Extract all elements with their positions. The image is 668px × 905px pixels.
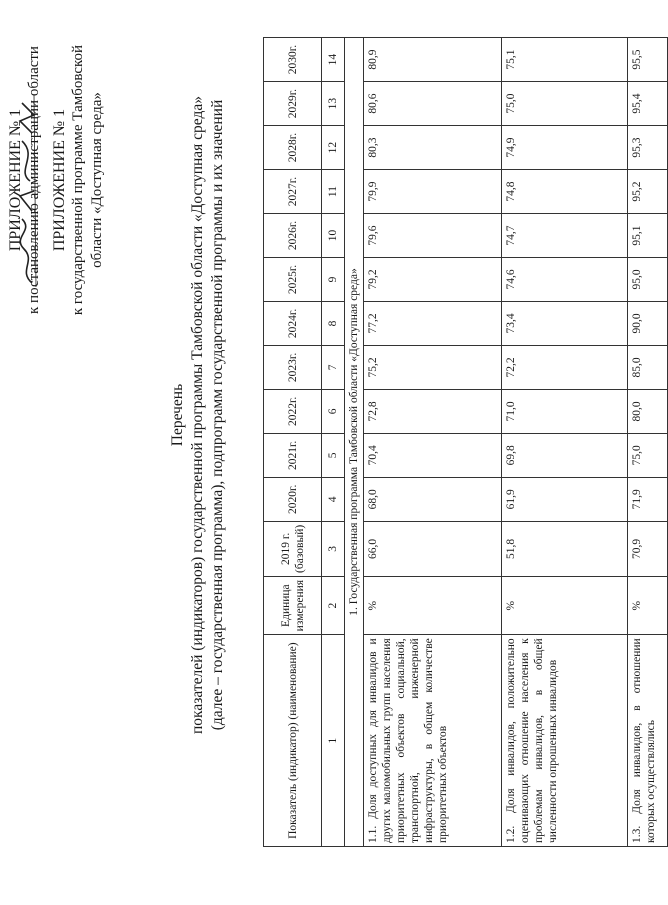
indicator-unit: %: [364, 576, 502, 634]
column-number: 6: [322, 389, 345, 433]
handwritten-signature: [14, 91, 40, 291]
appendix-program-line: к государственной программе Тамбовской: [70, 44, 86, 316]
header-year: 2027г.: [264, 170, 322, 214]
value-cell: 75,0: [502, 82, 628, 126]
value-cell: 75,1: [502, 38, 628, 82]
header-unit: Единица измерения: [264, 576, 322, 634]
value-cell: 74,8: [502, 170, 628, 214]
title-line-2: показателей (индикаторов) государственной программы Тамбовской области «Доступная среда»: [189, 96, 206, 734]
value-cell: 79,6: [364, 214, 502, 258]
value-cell: 95,0: [628, 257, 668, 301]
value-cell: 79,2: [364, 257, 502, 301]
indicators-table: [263, 37, 668, 847]
value-cell: 75,0: [628, 433, 668, 477]
indicator-name: 1.3. Доля инвалидов, в отношении которых осуществлялись: [628, 635, 668, 847]
value-cell: 72,2: [502, 345, 628, 389]
value-cell: 74,7: [502, 214, 628, 258]
appendix-decree-line: к постановлению администрации области: [26, 46, 42, 314]
header-year: 2021г.: [264, 433, 322, 477]
value-cell: 71,0: [502, 389, 628, 433]
table-row: [628, 38, 668, 847]
header-year: 2026г.: [264, 214, 322, 258]
value-cell: 80,0: [628, 389, 668, 433]
value-cell: 95,4: [628, 82, 668, 126]
value-cell: 51,8: [502, 521, 628, 576]
header-year: 2028г.: [264, 126, 322, 170]
value-cell: 70,4: [364, 433, 502, 477]
column-number: 1: [322, 635, 345, 847]
table-header-row: [264, 38, 322, 847]
column-number: 3: [322, 521, 345, 576]
column-numbers-row: [322, 38, 345, 847]
indicator-unit: %: [628, 576, 668, 634]
column-number: 13: [322, 82, 345, 126]
column-number: 12: [322, 126, 345, 170]
header-year: 2022г.: [264, 389, 322, 433]
column-number: 5: [322, 433, 345, 477]
header-year: 2024г.: [264, 301, 322, 345]
value-cell: 68,0: [364, 477, 502, 521]
value-cell: 95,5: [628, 38, 668, 82]
table-row: [364, 38, 502, 847]
header-year: 2025г.: [264, 257, 322, 301]
column-number: 8: [322, 301, 345, 345]
value-cell: 95,1: [628, 214, 668, 258]
column-number: 14: [322, 38, 345, 82]
value-cell: 75,2: [364, 345, 502, 389]
table-row: [502, 38, 628, 847]
header-base: 2019 г. (базовый): [264, 521, 322, 576]
title-line-3: (далее – государственная программа), подпрограмм государственной программы и их значений: [209, 99, 226, 731]
header-year: 2023г.: [264, 345, 322, 389]
column-number: 2: [322, 576, 345, 634]
title-heading: Перечень: [169, 383, 186, 447]
column-number: 11: [322, 170, 345, 214]
value-cell: 74,9: [502, 126, 628, 170]
value-cell: 73,4: [502, 301, 628, 345]
section-row: [345, 38, 364, 847]
value-cell: 90,0: [628, 301, 668, 345]
value-cell: 69,8: [502, 433, 628, 477]
value-cell: 70,9: [628, 521, 668, 576]
value-cell: 61,9: [502, 477, 628, 521]
value-cell: 95,2: [628, 170, 668, 214]
value-cell: 85,0: [628, 345, 668, 389]
value-cell: 66,0: [364, 521, 502, 576]
column-number: 7: [322, 345, 345, 389]
section-title: 1. Государственная программа Тамбовской области «Доступная среда»: [345, 38, 364, 847]
header-year: 2029г.: [264, 82, 322, 126]
header-year: 2020г.: [264, 477, 322, 521]
appendix-program-name: области «Доступная среда»: [89, 92, 105, 268]
column-number: 4: [322, 477, 345, 521]
value-cell: 95,3: [628, 126, 668, 170]
header-year: 2030г.: [264, 38, 322, 82]
value-cell: 79,9: [364, 170, 502, 214]
indicator-unit: %: [502, 576, 628, 634]
value-cell: 72,8: [364, 389, 502, 433]
header-name: Показатель (индикатор) (наименование): [264, 635, 322, 847]
value-cell: 77,2: [364, 301, 502, 345]
document-title: [168, 55, 228, 775]
value-cell: 71,9: [628, 477, 668, 521]
appendix-title-2: ПРИЛОЖЕНИЕ № 1: [51, 108, 68, 252]
value-cell: 80,6: [364, 82, 502, 126]
column-number: 9: [322, 257, 345, 301]
appendix-title: ПРИЛОЖЕНИЕ № 1: [7, 108, 24, 252]
value-cell: 80,3: [364, 126, 502, 170]
indicator-name: 1.2. Доля инвалидов, положительно оценивающих отношение населения к проблемам инвалидов, в общей численности опрошенных инвалидов: [502, 635, 628, 847]
value-cell: 80,9: [364, 38, 502, 82]
value-cell: 74,6: [502, 257, 628, 301]
indicator-name: 1.1. Доля доступных для инвалидов и других маломобильных групп населения приоритетных объектов социальной, транспортной, инженерной инфраструктуры, в общем количестве приоритетных объектов: [364, 635, 502, 847]
column-number: 10: [322, 214, 345, 258]
